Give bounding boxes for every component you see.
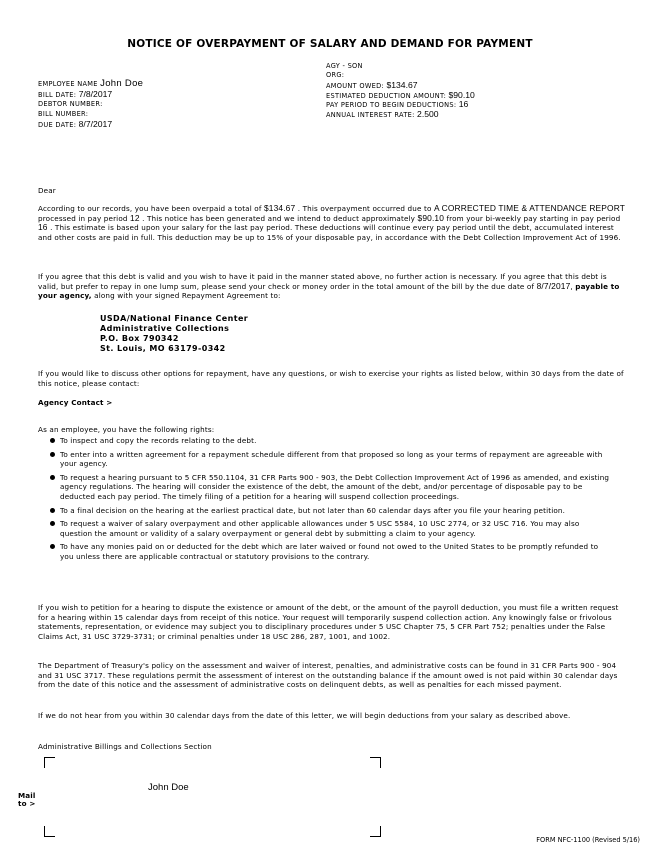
pay-period-processed: 12 <box>130 212 140 223</box>
due-date-row <box>38 119 112 129</box>
address-line-4: St. Louis, MO 63179-0342 <box>100 344 226 353</box>
mail-to-label <box>18 792 36 808</box>
p1-text-a: According to our records, you have been overpaid a total of <box>38 204 262 213</box>
employee-name-row <box>38 78 143 89</box>
rights-intro: As an employee, you have the following rights: <box>38 425 215 434</box>
employee-name-value: John Doe <box>100 78 144 89</box>
deduction-amount: $90.10 <box>417 212 445 223</box>
right-text: To request a hearing pursuant to 5 CFR 550.1104, 31 CFR Parts 900 - 903, the Debt Collection Improvement Act of 1996 as amended, and existing agency regulations. The hearing will consider the existence of the debt, the amount of the debt, and/or percentage of disposable pay to be deducted each pay period. The timely filing of a petition for a hearing will suspend collection proceedings. <box>60 472 610 501</box>
arrow-right-icon: > <box>106 398 113 407</box>
list-item <box>38 436 610 446</box>
amount-owed-label: AMOUNT OWED: <box>326 82 385 90</box>
interest-value: 2.500 <box>417 109 439 119</box>
p2-text-b: , <box>570 281 573 291</box>
est-deduction-label: ESTIMATED DEDUCTION AMOUNT: <box>326 92 447 100</box>
repayment-paragraph <box>38 272 628 301</box>
address-line-3: P.O. Box 790342 <box>100 334 179 343</box>
window-corner-top-left <box>44 757 55 768</box>
list-item <box>38 450 610 469</box>
list-item <box>38 519 610 538</box>
bill-date-label: BILL DATE: <box>38 91 77 99</box>
address-line-2: Administrative Collections <box>100 324 230 333</box>
signoff: Administrative Billings and Collections Section <box>38 742 212 751</box>
bullet-icon <box>50 544 55 549</box>
pay-period-value: 16 <box>458 99 469 109</box>
mail-recipient-name: John Doe <box>148 782 189 793</box>
to-label: to <box>18 799 27 808</box>
right-text: To a final decision on the hearing at the earliest practical date, but not later than 60 calendar days after you file your hearing petition. <box>60 505 566 515</box>
overpayment-paragraph <box>38 204 628 242</box>
address-line-1: USDA/National Finance Center <box>100 314 249 323</box>
bullet-icon <box>50 438 55 443</box>
payable-to-agency: payable to your agency, <box>38 281 620 301</box>
contact-paragraph: If you would like to discuss other options for repayment, have any questions, or wish to exercise your rights as listed below, within 30 days from the date of this notice, please contact: <box>38 369 624 388</box>
pay-period-row <box>326 99 468 109</box>
rights-list <box>38 436 610 566</box>
employee-name-label: EMPLOYEE NAME <box>38 80 98 88</box>
agency-contact <box>38 398 112 408</box>
window-corner-bottom-left <box>44 826 55 837</box>
amount-owed-value: $134.67 <box>386 80 418 90</box>
p1-text-d: . This notice has been generated and we intend to deduct approximately <box>142 213 416 223</box>
bullet-icon <box>50 475 55 480</box>
bill-date-value: 7/8/2017 <box>78 89 113 99</box>
amount-owed-row <box>326 80 418 90</box>
bill-date-row <box>38 89 112 99</box>
bullet-icon <box>50 521 55 526</box>
est-deduction-value: $90.10 <box>448 90 475 100</box>
right-text: To request a waiver of salary overpayment and other applicable allowances under 5 USC 5584, 10 USC 2774, or 32 USC 716. You may also question the amount or validity of a salary overpayment or general debt by submitting a claim to your agency. <box>60 519 580 538</box>
list-item <box>38 506 610 516</box>
due-date-value: 8/7/2017 <box>78 119 113 129</box>
deduction-warning: If we do not hear from you within 30 calendar days from the date of this letter, we will begin deductions from your salary as described above. <box>38 711 571 720</box>
p1-text-e: from your bi-weekly pay starting in pay period <box>446 213 621 223</box>
debtor-number-label: DEBTOR NUMBER: <box>38 100 103 108</box>
mail-label: Mail <box>18 791 36 800</box>
hearing-paragraph: If you wish to petition for a hearing to dispute the existence or amount of the debt, or the amount of the payroll deduction, you must file a written request for a hearing within 15 calendar days from receipt of this notice. Your request will temporarily suspend collection action. Any knowingly false or frivolous statements, representation, or evidence may subject you to disciplinary procedures under 5 USC Chapter 75, 5 CFR Part 752; penalties under the False Claims Act, 31 USC 3729-3731; or criminal penalties under 18 USC 286, 287, 1001, and 1002. <box>38 603 619 641</box>
start-pay-period: 16 <box>38 222 48 233</box>
p2-due-date: 8/7/2017 <box>536 280 571 291</box>
overpaid-amount: $134.67 <box>263 203 296 213</box>
salutation: Dear <box>38 186 56 195</box>
agency-label: AGY - SON <box>326 62 363 70</box>
interest-row <box>326 109 439 119</box>
right-text: To have any monies paid on or deducted for the debt which are later waived or found not owed to the United States to be promptly refunded to you unless there are applicable contractual or statutory provisions to the contrary. <box>60 542 599 561</box>
treasury-paragraph: The Department of Treasury's policy on the assessment and waiver of interest, penalties, and administrative costs can be found in 31 CFR Parts 900 - 904 and 31 USC 3717. These regulations permit the assessment of interest on the outstanding balance if the amount owed is not paid within 30 calendar days from the date of this notice and the assessment of administrative costs on delinquent debts, as well as penalties for each missed payment. <box>38 661 618 690</box>
overpayment-reason: A CORRECTED TIME & ATTENDANCE REPORT <box>433 203 626 213</box>
interest-label: ANNUAL INTEREST RATE: <box>326 111 415 119</box>
p2-text-c: along with your signed Repayment Agreement to: <box>94 291 281 301</box>
org-label: ORG: <box>326 71 345 79</box>
list-item <box>38 473 610 502</box>
p1-text-c: processed in pay period <box>38 213 128 223</box>
p1-text-b: . This overpayment occurred due to <box>297 204 432 213</box>
agency-contact-label: Agency Contact <box>38 398 104 407</box>
pay-period-label: PAY PERIOD TO BEGIN DEDUCTIONS: <box>326 101 457 109</box>
remittance-address <box>100 314 248 354</box>
form-number: FORM NFC-1100 (Revised 5/16) <box>536 836 640 844</box>
p1-text-f: . This estimate is based upon your salary for the last pay period. These deductions will continue every pay period until the debt, accumulated interest and other costs are paid in full. This deduction may be up to 15% of your disposable pay, in accordance with the Debt Collection Improvement Act of 1996. <box>38 223 621 242</box>
bill-number-label: BILL NUMBER: <box>38 110 89 118</box>
due-date-label: DUE DATE: <box>38 121 77 129</box>
page-title: NOTICE OF OVERPAYMENT OF SALARY AND DEMAND FOR PAYMENT <box>127 38 533 50</box>
arrow-right-icon: > <box>29 799 36 808</box>
right-text: To enter into a written agreement for a repayment schedule different from that proposed so long as your terms of repayment are agreeable with your agency. <box>60 449 603 469</box>
bullet-icon <box>50 508 55 513</box>
p2-text-a: If you agree that this debt is valid and you wish to have it paid in the manner stated above, no further action is necessary. If you agree that this debt is valid, but prefer to repay in one lump sum, please send your check or money order in the total amount of the bill by the due date of <box>38 272 607 291</box>
list-item <box>38 542 610 561</box>
window-corner-bottom-right <box>370 826 381 837</box>
window-corner-top-right <box>370 757 381 768</box>
right-text: To inspect and copy the records relating to the debt. <box>60 436 257 445</box>
bullet-icon <box>50 452 55 457</box>
